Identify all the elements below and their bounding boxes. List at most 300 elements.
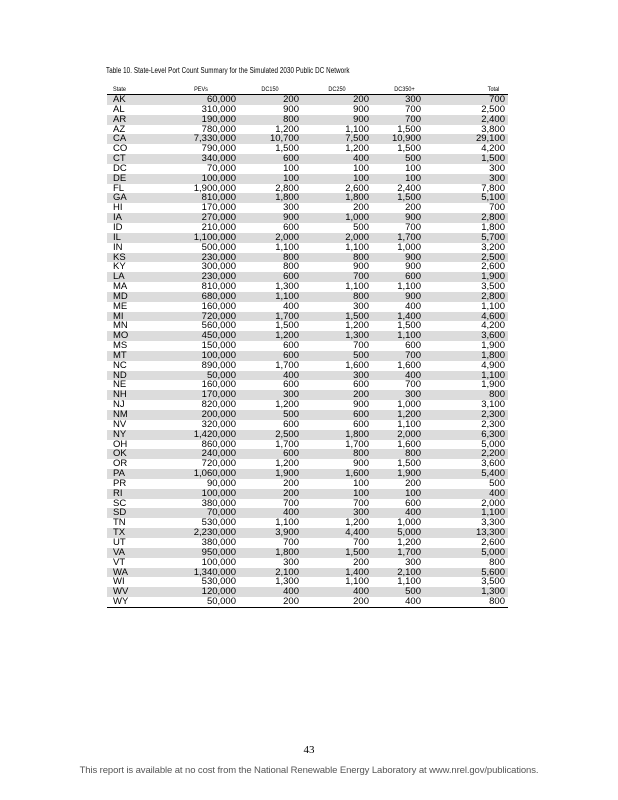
dc250-cell: 400 (303, 587, 371, 597)
table-row (107, 321, 508, 331)
pevs-cell: 720,000 (165, 312, 237, 322)
total-cell: 1,100 (481, 301, 505, 312)
dc250-cell: 200 (353, 203, 369, 214)
dc350-cell: 200 (405, 203, 421, 214)
pevs-cell: 170,000 (201, 203, 236, 214)
pevs-cell: 780,000 (201, 124, 236, 135)
dc250-cell: 300 (353, 301, 369, 312)
dc350-cell: 1,400 (371, 312, 438, 322)
table-row (107, 577, 508, 587)
table-row (107, 105, 508, 115)
state-cell: NH (107, 390, 165, 400)
dc350-cell: 700 (405, 222, 421, 233)
total-cell: 500 (489, 478, 505, 489)
dc350-cell: 500 (371, 587, 438, 597)
dc250-cell: 1,000 (303, 213, 371, 223)
state-cell: MO (107, 331, 165, 341)
state-cell: MS (113, 341, 128, 351)
dc350-cell: 2,100 (371, 568, 438, 578)
total-cell: 700 (489, 203, 505, 214)
pevs-cell: 90,000 (206, 478, 236, 489)
dc250-cell: 100 (353, 163, 369, 174)
dc250-cell: 900 (303, 115, 371, 125)
dc350-cell: 400 (371, 371, 438, 381)
pevs-cell: 890,000 (201, 360, 236, 371)
dc150-cell: 600 (283, 380, 299, 391)
total-cell: 3,600 (481, 459, 505, 470)
dc350-cell: 1,600 (397, 360, 421, 371)
table-row (107, 400, 508, 410)
total-cell: 5,100 (438, 193, 508, 203)
dc350-cell: 1,700 (371, 233, 438, 243)
dc250-cell: 600 (303, 410, 371, 420)
dc250-cell: 700 (353, 498, 369, 509)
dc150-cell: 200 (237, 95, 303, 105)
dc350-cell: 400 (405, 301, 421, 312)
dc250-cell: 1,500 (303, 548, 371, 558)
dc250-cell: 1,600 (345, 360, 369, 371)
state-cell: CO (113, 144, 128, 155)
dc150-cell: 800 (283, 262, 299, 273)
total-cell: 1,800 (438, 351, 508, 361)
state-cell: CT (107, 154, 165, 164)
dc350-cell: 600 (405, 341, 421, 351)
dc250-cell: 7,500 (303, 134, 371, 144)
pevs-cell: 160,000 (201, 380, 236, 391)
total-cell: 1,900 (438, 272, 508, 282)
dc250-cell: 500 (353, 222, 369, 233)
table-row (107, 154, 508, 164)
total-cell: 2,300 (481, 419, 505, 430)
dc350-cell: 1,500 (397, 144, 421, 155)
pevs-cell: 190,000 (165, 115, 237, 125)
total-cell: 1,900 (481, 341, 505, 351)
table-row (107, 193, 508, 203)
dc350-cell: 1,000 (397, 518, 421, 529)
pevs-cell: 120,000 (165, 587, 237, 597)
total-cell: 2,500 (438, 253, 508, 263)
state-cell: IL (107, 233, 165, 243)
total-cell: 3,300 (481, 518, 505, 529)
table-row (107, 548, 508, 558)
state-cell: SC (113, 498, 127, 509)
table-row (107, 331, 508, 341)
table-row (107, 164, 508, 174)
state-cell: KS (107, 253, 165, 263)
total-cell: 4,600 (438, 312, 508, 322)
total-cell: 2,800 (438, 292, 508, 302)
dc150-cell: 700 (283, 498, 299, 509)
dc150-cell: 600 (283, 419, 299, 430)
total-cell: 3,800 (481, 124, 505, 135)
table-row (107, 253, 508, 263)
dc150-cell: 600 (237, 351, 303, 361)
pevs-cell: 60,000 (165, 95, 237, 105)
state-cell: HI (113, 203, 123, 214)
dc250-cell: 700 (353, 341, 369, 351)
dc250-cell: 1,100 (345, 124, 369, 135)
pevs-cell: 240,000 (165, 449, 237, 459)
column-header-dc350: DC350+ (376, 86, 433, 95)
state-cell: SD (107, 508, 165, 518)
dc250-cell: 1,700 (345, 439, 369, 450)
table-row (107, 420, 508, 430)
dc150-cell: 1,200 (275, 400, 299, 410)
state-cell: VA (107, 548, 165, 558)
pevs-cell: 230,000 (165, 272, 237, 282)
total-cell: 300 (489, 163, 505, 174)
dc150-cell: 400 (237, 371, 303, 381)
dc350-cell: 1,500 (397, 459, 421, 470)
dc250-cell: 1,300 (303, 331, 371, 341)
table-row (107, 213, 508, 223)
table-row (107, 489, 508, 499)
table-row (107, 410, 508, 420)
total-cell: 1,100 (438, 371, 508, 381)
dc250-cell: 600 (353, 380, 369, 391)
dc150-cell: 400 (283, 301, 299, 312)
table-row (107, 144, 508, 154)
column-header-total: Total (443, 86, 503, 95)
pevs-cell: 790,000 (201, 144, 236, 155)
total-cell: 3,100 (481, 400, 505, 410)
pevs-cell: 170,000 (165, 390, 237, 400)
column-header-pevs: PEVs (170, 86, 231, 95)
dc350-cell: 900 (371, 213, 438, 223)
pevs-cell: 160,000 (201, 301, 236, 312)
dc350-cell: 700 (405, 104, 421, 115)
state-cell: WI (113, 577, 125, 588)
dc350-cell: 700 (371, 351, 438, 361)
state-cell: IA (107, 213, 165, 223)
state-cell: DE (107, 174, 165, 184)
pevs-cell: 530,000 (201, 577, 236, 588)
dc250-cell: 800 (303, 292, 371, 302)
dc250-cell: 1,200 (345, 321, 369, 332)
dc150-cell: 1,900 (237, 469, 303, 479)
table-row (107, 302, 508, 312)
port-count-table-container (107, 86, 508, 608)
pevs-cell: 810,000 (165, 193, 237, 203)
table-row (107, 380, 508, 390)
total-cell: 3,200 (481, 242, 505, 253)
dc350-cell: 1,000 (397, 242, 421, 253)
dc250-cell: 800 (303, 253, 371, 263)
dc150-cell: 300 (237, 390, 303, 400)
dc350-cell: 1,900 (371, 469, 438, 479)
total-cell: 800 (489, 557, 505, 568)
table-row (107, 174, 508, 184)
dc350-cell: 1,200 (371, 410, 438, 420)
table-row (107, 223, 508, 233)
dc150-cell: 800 (237, 253, 303, 263)
total-cell: 3,500 (481, 577, 505, 588)
dc250-cell: 500 (303, 351, 371, 361)
state-cell: MA (113, 282, 128, 292)
dc250-cell: 600 (353, 419, 369, 430)
table-row (107, 568, 508, 578)
dc150-cell: 1,300 (275, 577, 299, 588)
pevs-cell: 1,420,000 (165, 430, 237, 440)
pevs-cell: 380,000 (201, 537, 236, 548)
dc150-cell: 1,100 (275, 518, 299, 529)
total-cell: 4,200 (481, 321, 505, 332)
dc350-cell: 1,500 (397, 321, 421, 332)
dc150-cell: 2,500 (237, 430, 303, 440)
state-cell: LA (107, 272, 165, 282)
dc150-cell: 600 (283, 222, 299, 233)
total-cell: 400 (438, 489, 508, 499)
dc150-cell: 2,800 (275, 183, 299, 194)
state-cell: KY (113, 262, 126, 273)
total-cell: 1,800 (481, 222, 505, 233)
table-row (107, 361, 508, 371)
dc350-cell: 2,400 (397, 183, 421, 194)
total-cell: 7,800 (481, 183, 505, 194)
dc250-cell: 1,600 (303, 469, 371, 479)
dc250-cell: 900 (353, 459, 369, 470)
dc150-cell: 1,800 (237, 548, 303, 558)
total-cell: 300 (438, 174, 508, 184)
table-row (107, 371, 508, 381)
dc350-cell: 400 (371, 597, 438, 607)
state-cell: MT (107, 351, 165, 361)
total-cell: 800 (438, 597, 508, 607)
table-row (107, 440, 508, 450)
dc150-cell: 1,200 (237, 331, 303, 341)
state-cell: WY (107, 597, 165, 607)
dc150-cell: 200 (237, 489, 303, 499)
table-row (107, 292, 508, 302)
dc150-cell: 600 (237, 272, 303, 282)
dc350-cell: 1,000 (397, 400, 421, 410)
total-cell: 2,200 (438, 449, 508, 459)
pevs-cell: 230,000 (165, 253, 237, 263)
state-cell: OK (107, 449, 165, 459)
dc150-cell: 10,700 (237, 134, 303, 144)
dc350-cell: 400 (371, 508, 438, 518)
total-cell: 29,100 (438, 134, 508, 144)
state-cell: NJ (113, 400, 125, 410)
table-row (107, 312, 508, 322)
page-number: 43 (303, 744, 315, 756)
table-row (107, 134, 508, 144)
dc250-cell: 100 (303, 489, 371, 499)
total-cell: 5,700 (438, 233, 508, 243)
state-cell: MI (107, 312, 165, 322)
dc150-cell: 500 (237, 410, 303, 420)
pevs-cell: 100,000 (165, 351, 237, 361)
dc350-cell: 100 (371, 174, 438, 184)
table-row (107, 243, 508, 253)
total-cell: 2,300 (438, 410, 508, 420)
pevs-cell: 860,000 (201, 439, 236, 450)
dc350-cell: 900 (371, 253, 438, 263)
dc150-cell: 1,200 (275, 459, 299, 470)
dc150-cell: 1,700 (237, 312, 303, 322)
table-row (107, 95, 508, 105)
total-cell: 700 (438, 95, 508, 105)
dc150-cell: 200 (283, 478, 299, 489)
dc350-cell: 1,700 (371, 548, 438, 558)
dc150-cell: 400 (237, 587, 303, 597)
dc250-cell: 700 (353, 537, 369, 548)
dc350-cell: 10,900 (371, 134, 438, 144)
total-cell: 1,900 (481, 380, 505, 391)
dc350-cell: 1,100 (397, 419, 421, 430)
state-cell: AZ (113, 124, 126, 135)
dc350-cell: 600 (371, 272, 438, 282)
table-row (107, 558, 508, 568)
dc350-cell: 1,100 (397, 282, 421, 292)
dc250-cell: 200 (303, 390, 371, 400)
dc250-cell: 1,400 (303, 568, 371, 578)
dc150-cell: 2,000 (237, 233, 303, 243)
dc250-cell: 900 (353, 400, 369, 410)
state-cell: CA (107, 134, 165, 144)
dc350-cell: 1,200 (397, 537, 421, 548)
dc150-cell: 200 (237, 597, 303, 607)
pevs-cell: 210,000 (201, 222, 236, 233)
pevs-cell: 150,000 (201, 341, 236, 351)
state-cell: AR (107, 115, 165, 125)
table-caption: Table 10. State-Level Port Count Summary for the Simulated 2030 Public DC Network (106, 66, 350, 75)
dc250-cell: 200 (303, 597, 371, 607)
state-cell: NY (107, 430, 165, 440)
pevs-cell: 70,000 (165, 508, 237, 518)
dc250-cell: 1,200 (345, 144, 369, 155)
table-row (107, 508, 508, 518)
dc250-cell: 700 (303, 272, 371, 282)
state-cell: UT (113, 537, 126, 548)
state-cell: GA (107, 193, 165, 203)
total-cell: 6,300 (438, 430, 508, 440)
dc350-cell: 900 (405, 262, 421, 273)
table-row (107, 262, 508, 272)
pevs-cell: 100,000 (165, 489, 237, 499)
pevs-cell: 1,900,000 (193, 183, 236, 194)
dc150-cell: 300 (283, 557, 299, 568)
dc250-cell: 800 (303, 449, 371, 459)
dc250-cell: 900 (353, 104, 369, 115)
dc150-cell: 100 (237, 174, 303, 184)
pevs-cell: 300,000 (201, 262, 236, 273)
dc250-cell: 300 (303, 508, 371, 518)
dc250-cell: 1,800 (303, 430, 371, 440)
total-cell: 5,400 (438, 469, 508, 479)
state-cell: ME (113, 301, 128, 312)
table-row (107, 390, 508, 400)
pevs-cell: 100,000 (201, 557, 236, 568)
dc350-cell: 2,000 (371, 430, 438, 440)
pevs-cell: 820,000 (201, 400, 236, 410)
total-cell: 3,600 (438, 331, 508, 341)
pevs-cell: 70,000 (206, 163, 236, 174)
state-cell: MD (107, 292, 165, 302)
pevs-cell: 100,000 (165, 174, 237, 184)
table-row (107, 272, 508, 282)
total-cell: 4,200 (481, 144, 505, 155)
pevs-cell: 950,000 (165, 548, 237, 558)
total-cell: 13,300 (438, 528, 508, 538)
pevs-cell: 310,000 (201, 104, 236, 115)
dc150-cell: 600 (237, 449, 303, 459)
state-cell: DC (113, 163, 127, 174)
pevs-cell: 530,000 (201, 518, 236, 529)
state-cell: ID (113, 222, 123, 233)
pevs-cell: 1,340,000 (165, 568, 237, 578)
pevs-cell: 1,100,000 (165, 233, 237, 243)
state-cell: NE (113, 380, 127, 391)
dc350-cell: 500 (371, 154, 438, 164)
table-row (107, 469, 508, 479)
dc250-cell: 1,200 (345, 518, 369, 529)
state-cell: OR (113, 459, 128, 470)
state-cell: ND (107, 371, 165, 381)
dc350-cell: 100 (405, 163, 421, 174)
dc350-cell: 1,100 (397, 577, 421, 588)
state-cell: FL (113, 183, 125, 194)
total-cell: 2,400 (438, 115, 508, 125)
state-cell: NC (113, 360, 127, 371)
dc150-cell: 800 (237, 115, 303, 125)
footer-note: This report is available at no cost from the National Renewable Energy Laboratory at www.nrel.gov/publications. (79, 765, 539, 776)
dc150-cell: 700 (283, 537, 299, 548)
total-cell: 2,600 (481, 537, 505, 548)
dc150-cell: 1,800 (237, 193, 303, 203)
pevs-cell: 720,000 (201, 459, 236, 470)
dc150-cell: 600 (237, 154, 303, 164)
pevs-cell: 50,000 (165, 597, 237, 607)
dc150-cell: 1,700 (275, 360, 299, 371)
total-cell: 2,600 (481, 262, 505, 273)
table-row (107, 587, 508, 597)
dc250-cell: 1,100 (345, 577, 369, 588)
dc350-cell: 1,100 (371, 331, 438, 341)
total-cell: 1,300 (438, 587, 508, 597)
dc150-cell: 900 (237, 213, 303, 223)
state-cell: AL (113, 104, 125, 115)
total-cell: 5,000 (438, 548, 508, 558)
pevs-cell: 450,000 (165, 331, 237, 341)
dc350-cell: 100 (371, 489, 438, 499)
dc150-cell: 1,500 (275, 321, 299, 332)
dc350-cell: 200 (405, 478, 421, 489)
pevs-cell: 340,000 (165, 154, 237, 164)
state-cell: AK (107, 95, 165, 105)
total-cell: 2,500 (481, 104, 505, 115)
total-cell: 5,000 (481, 439, 505, 450)
dc250-cell: 200 (353, 557, 369, 568)
table-row (107, 449, 508, 459)
table-row (107, 203, 508, 213)
dc250-cell: 900 (353, 262, 369, 273)
table-row (107, 233, 508, 243)
state-cell: RI (107, 489, 165, 499)
state-cell: WV (107, 587, 165, 597)
pevs-cell: 1,060,000 (165, 469, 237, 479)
state-cell: VT (113, 557, 126, 568)
dc250-cell: 100 (303, 174, 371, 184)
dc350-cell: 1,600 (397, 439, 421, 450)
table-row (107, 538, 508, 548)
table-row (107, 528, 508, 538)
table-row (107, 125, 508, 135)
total-cell: 1,500 (438, 154, 508, 164)
column-header-dc250: DC250 (308, 86, 366, 95)
dc350-cell: 700 (371, 115, 438, 125)
table-row (107, 115, 508, 125)
